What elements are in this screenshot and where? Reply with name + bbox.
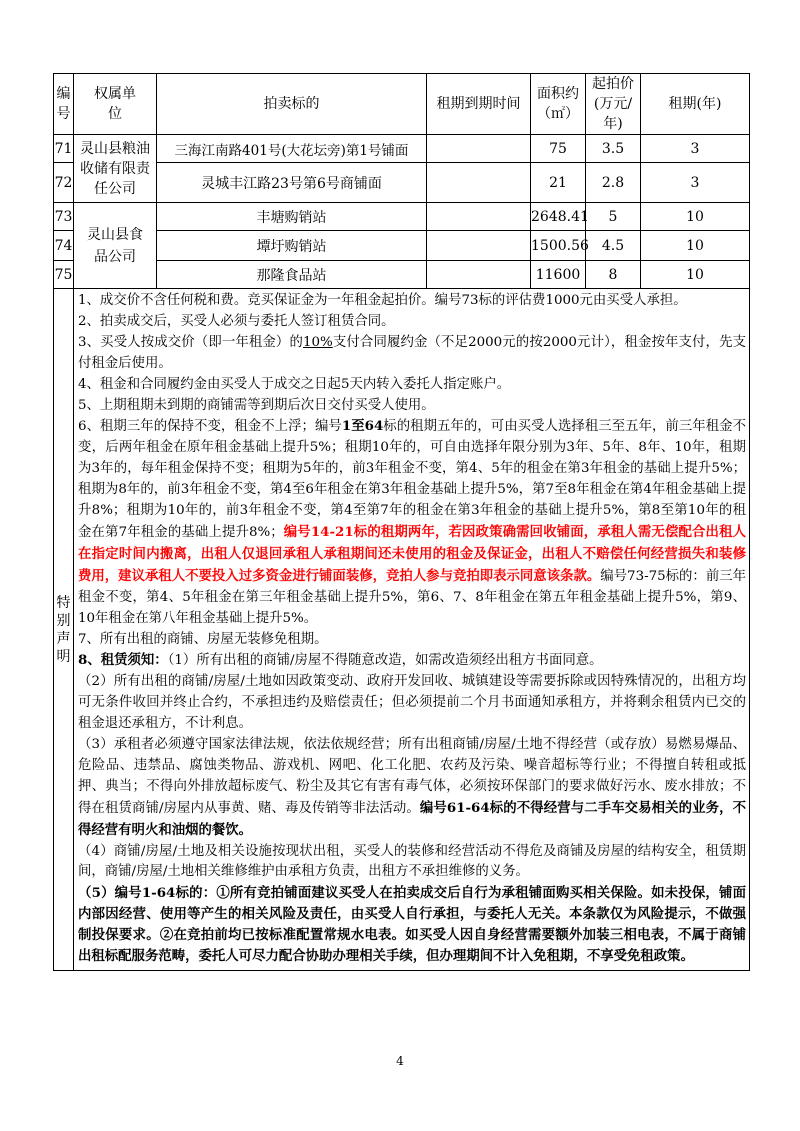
row-no: 72 — [54, 163, 74, 203]
note-3-rate: 10% — [302, 334, 333, 350]
note-8-1: （1）所有出租的商铺/房屋不得随意改造，如需改造须经出租方书面同意。 — [167, 653, 603, 669]
table-row — [54, 135, 750, 163]
header-no: 编号 — [54, 74, 74, 135]
row-term: 10 — [641, 203, 750, 231]
row-lease-end — [427, 203, 531, 231]
row-price: 5 — [586, 203, 641, 231]
note-8-3-text: （3）承租者必须遵守国家法律法规，依法依规经营；所有出租商铺/房屋/土地不得经营（或存放）易燃易爆品、危险品、违禁品、腐蚀类物品、游戏机、网吧、化工化肥、农药及污染、噪音超标等行业；不得擅自转租或抵押、典当；不得向外排放超标废气、粉尘及其它有害有毒气体，必须按环保部门的要求做好污水、废水排放；不得在租赁商铺/房屋内从事黄、赌、毒及传销等非法活动。 — [78, 737, 746, 816]
row-item: 灵城丰江路23号第6号商铺面 — [157, 163, 427, 203]
row-lease-end — [427, 163, 531, 203]
header-term: 租期(年) — [641, 74, 750, 135]
page-number: 4 — [396, 1054, 404, 1068]
row-area: 75 — [531, 135, 586, 163]
note-7: 7、所有出租的商铺、房屋无装修免租期。 — [78, 631, 328, 647]
row-lease-end — [427, 231, 531, 261]
note-6-text: 6、租期三年的保持不变，租金不上浮；编号 — [78, 419, 342, 435]
note-6 — [78, 416, 746, 629]
table-row — [54, 261, 750, 289]
note-3-text: 3、买受人按成交价（即一年租金）的 — [78, 334, 303, 350]
note-6-text-2: 标的租期五年的，可由买受人选择租三至五年，前三年租金不变，后两年租金在原年租金基础上提升5%；租期10年的，可自由选择年限分别为3年、5年、8年、10年，租期为3年的，每年租金保持不变；租期为5年的，前3年租金不变，第4、5年的租金在第3年租金的基础上提升5%；租期为8年的，前3年租金不变，第4至6年租金在第3年租金基础上提升5%，第7至8年租金在第4年租金基础上提升8%；租期为10年的，前3年租金不变，第4至第7年的租金在第3年租金的基础上提升5%，第8至第10年的租金在第7年租金的基础上提升8%； — [78, 419, 746, 540]
notes-label-char: 明 — [56, 648, 71, 665]
notes-row — [54, 289, 750, 971]
row-price: 3.5 — [586, 135, 641, 163]
row-area: 11600 — [531, 261, 586, 289]
row-owner: 灵山县粮油收储有限责任公司 — [74, 135, 157, 203]
note-4: 4、租金和合同履约金由买受人于成交之日起5天内转入委托人指定账户。 — [78, 376, 511, 392]
note-1: 1、成交价不含任何税和费。竞买保证金为一年租金起拍价。编号73标的评估费1000元由买受人承担。 — [78, 293, 687, 308]
row-price: 8 — [586, 261, 641, 289]
row-area: 2648.41 — [531, 203, 586, 231]
notes-label — [54, 289, 74, 971]
header-owner: 权属单位 — [74, 74, 157, 135]
row-area: 21 — [531, 163, 586, 203]
row-term: 10 — [641, 261, 750, 289]
notes-label-char: 声 — [56, 630, 71, 647]
note-8-4: （4）商铺/房屋/土地及相关设施按现状出租，买受人的装修和经营活动不得危及商铺及房屋的结构安全，租赁期间，商铺/房屋/土地相关维修维护由承租方负责，出租方不承担维修的义务。 — [78, 843, 746, 880]
row-item: 丰塘购销站 — [157, 203, 427, 231]
auction-table — [53, 73, 750, 971]
note-3 — [78, 333, 746, 375]
row-term: 10 — [641, 231, 750, 261]
row-lease-end — [427, 261, 531, 289]
row-price: 4.5 — [586, 231, 641, 261]
note-5: 5、上期租期未到期的商铺需等到期后次日交付买受人使用。 — [78, 397, 435, 413]
row-term: 3 — [641, 135, 750, 163]
row-area: 1500.56 — [531, 231, 586, 261]
note-8 — [78, 650, 746, 672]
row-item: 三海江南路401号(大花坛旁)第1号铺面 — [157, 135, 427, 163]
row-price: 2.8 — [586, 163, 641, 203]
header-start-price: 起拍价(万元/年) — [586, 74, 641, 135]
row-term: 3 — [641, 163, 750, 203]
row-no: 75 — [54, 261, 74, 289]
notes-label-char: 别 — [56, 612, 71, 629]
notes-label-text — [54, 594, 73, 666]
note-6-warning: 编号14-21标的租期两年，若因政策确需回收铺面，承租人需无偿配合出租人在指定时间内搬离，出租人仅退回承租人承租期间还未使用的租金及保证金，出租人不赔偿任何经营损失和装修费用，建议承租人不要投入过多资金进行铺面装修，竞拍人参与竞拍即表示同意该条款。 — [78, 523, 746, 584]
header-item: 拍卖标的 — [157, 74, 427, 135]
row-item: 墰圩购销站 — [157, 231, 427, 261]
table-row — [54, 163, 750, 203]
note-3-text-2: 支付合同履约金（不足2000元的按2000元计），租金按年支付，先支付租金后使用。 — [78, 334, 746, 371]
notes-label-char: 特 — [56, 594, 71, 611]
header-area: 面积约（㎡） — [531, 74, 586, 135]
table-row — [54, 231, 750, 261]
note-6-range: 1至64 — [341, 418, 384, 435]
note-8-3 — [78, 735, 746, 842]
header-lease-end: 租期到期时间 — [427, 74, 531, 135]
note-8-3-bold: 编号61-64标的不得经营与二手车交易相关的业务，不得经营有明火和油烟的餐饮。 — [78, 799, 746, 838]
header-row — [54, 74, 750, 135]
note-6-text-3: 编号73-75标的：前三年租金不变，第4、5年租金在第三年租金基础上提升5%，第6、7、8年租金在第五年租金基础上提升5%，第9、10年租金在第八年租金基础上提升5%。 — [78, 568, 746, 626]
row-no: 71 — [54, 135, 74, 163]
row-item: 那隆食品站 — [157, 261, 427, 289]
note-8-5: （5）编号1-64标的：①所有竞拍铺面建议买受人在拍卖成交后自行为承租铺面购买相关保险。如未投保，铺面内部因经营、使用等产生的相关风险及责任，由买受人自行承担，与委托人无关。本条款仅为风险提示，不做强制投保要求。②在竞拍前均已按标准配置常规水电表。如买受人因自身经营需要额外加装三相电表，不属于商铺出租标配服务范畴，委托人可尽力配合协助办理相关手续，但办理期间不计入免租期，不享受免租政策。 — [78, 885, 746, 965]
notes-content — [74, 289, 750, 971]
row-owner: 灵山县食品公司 — [74, 203, 157, 289]
row-no: 74 — [54, 231, 74, 261]
row-lease-end — [427, 135, 531, 163]
row-no: 73 — [54, 203, 74, 231]
note-8-heading: 8、租赁须知： — [78, 652, 168, 669]
note-2: 2、拍卖成交后，买受人必须与委托人签订租赁合同。 — [78, 313, 395, 329]
note-8-2: （2）所有出租的商铺/房屋/土地如因政策变动、政府开发回收、城镇建设等需要拆除或因特殊情况的，出租方均可无条件收回并终止合约，不承担违约及赔偿责任；但必须提前二个月书面通知承租方，并将剩余租赁内已交的租金退还承租方，不计利息。 — [78, 674, 746, 732]
table-row — [54, 203, 750, 231]
